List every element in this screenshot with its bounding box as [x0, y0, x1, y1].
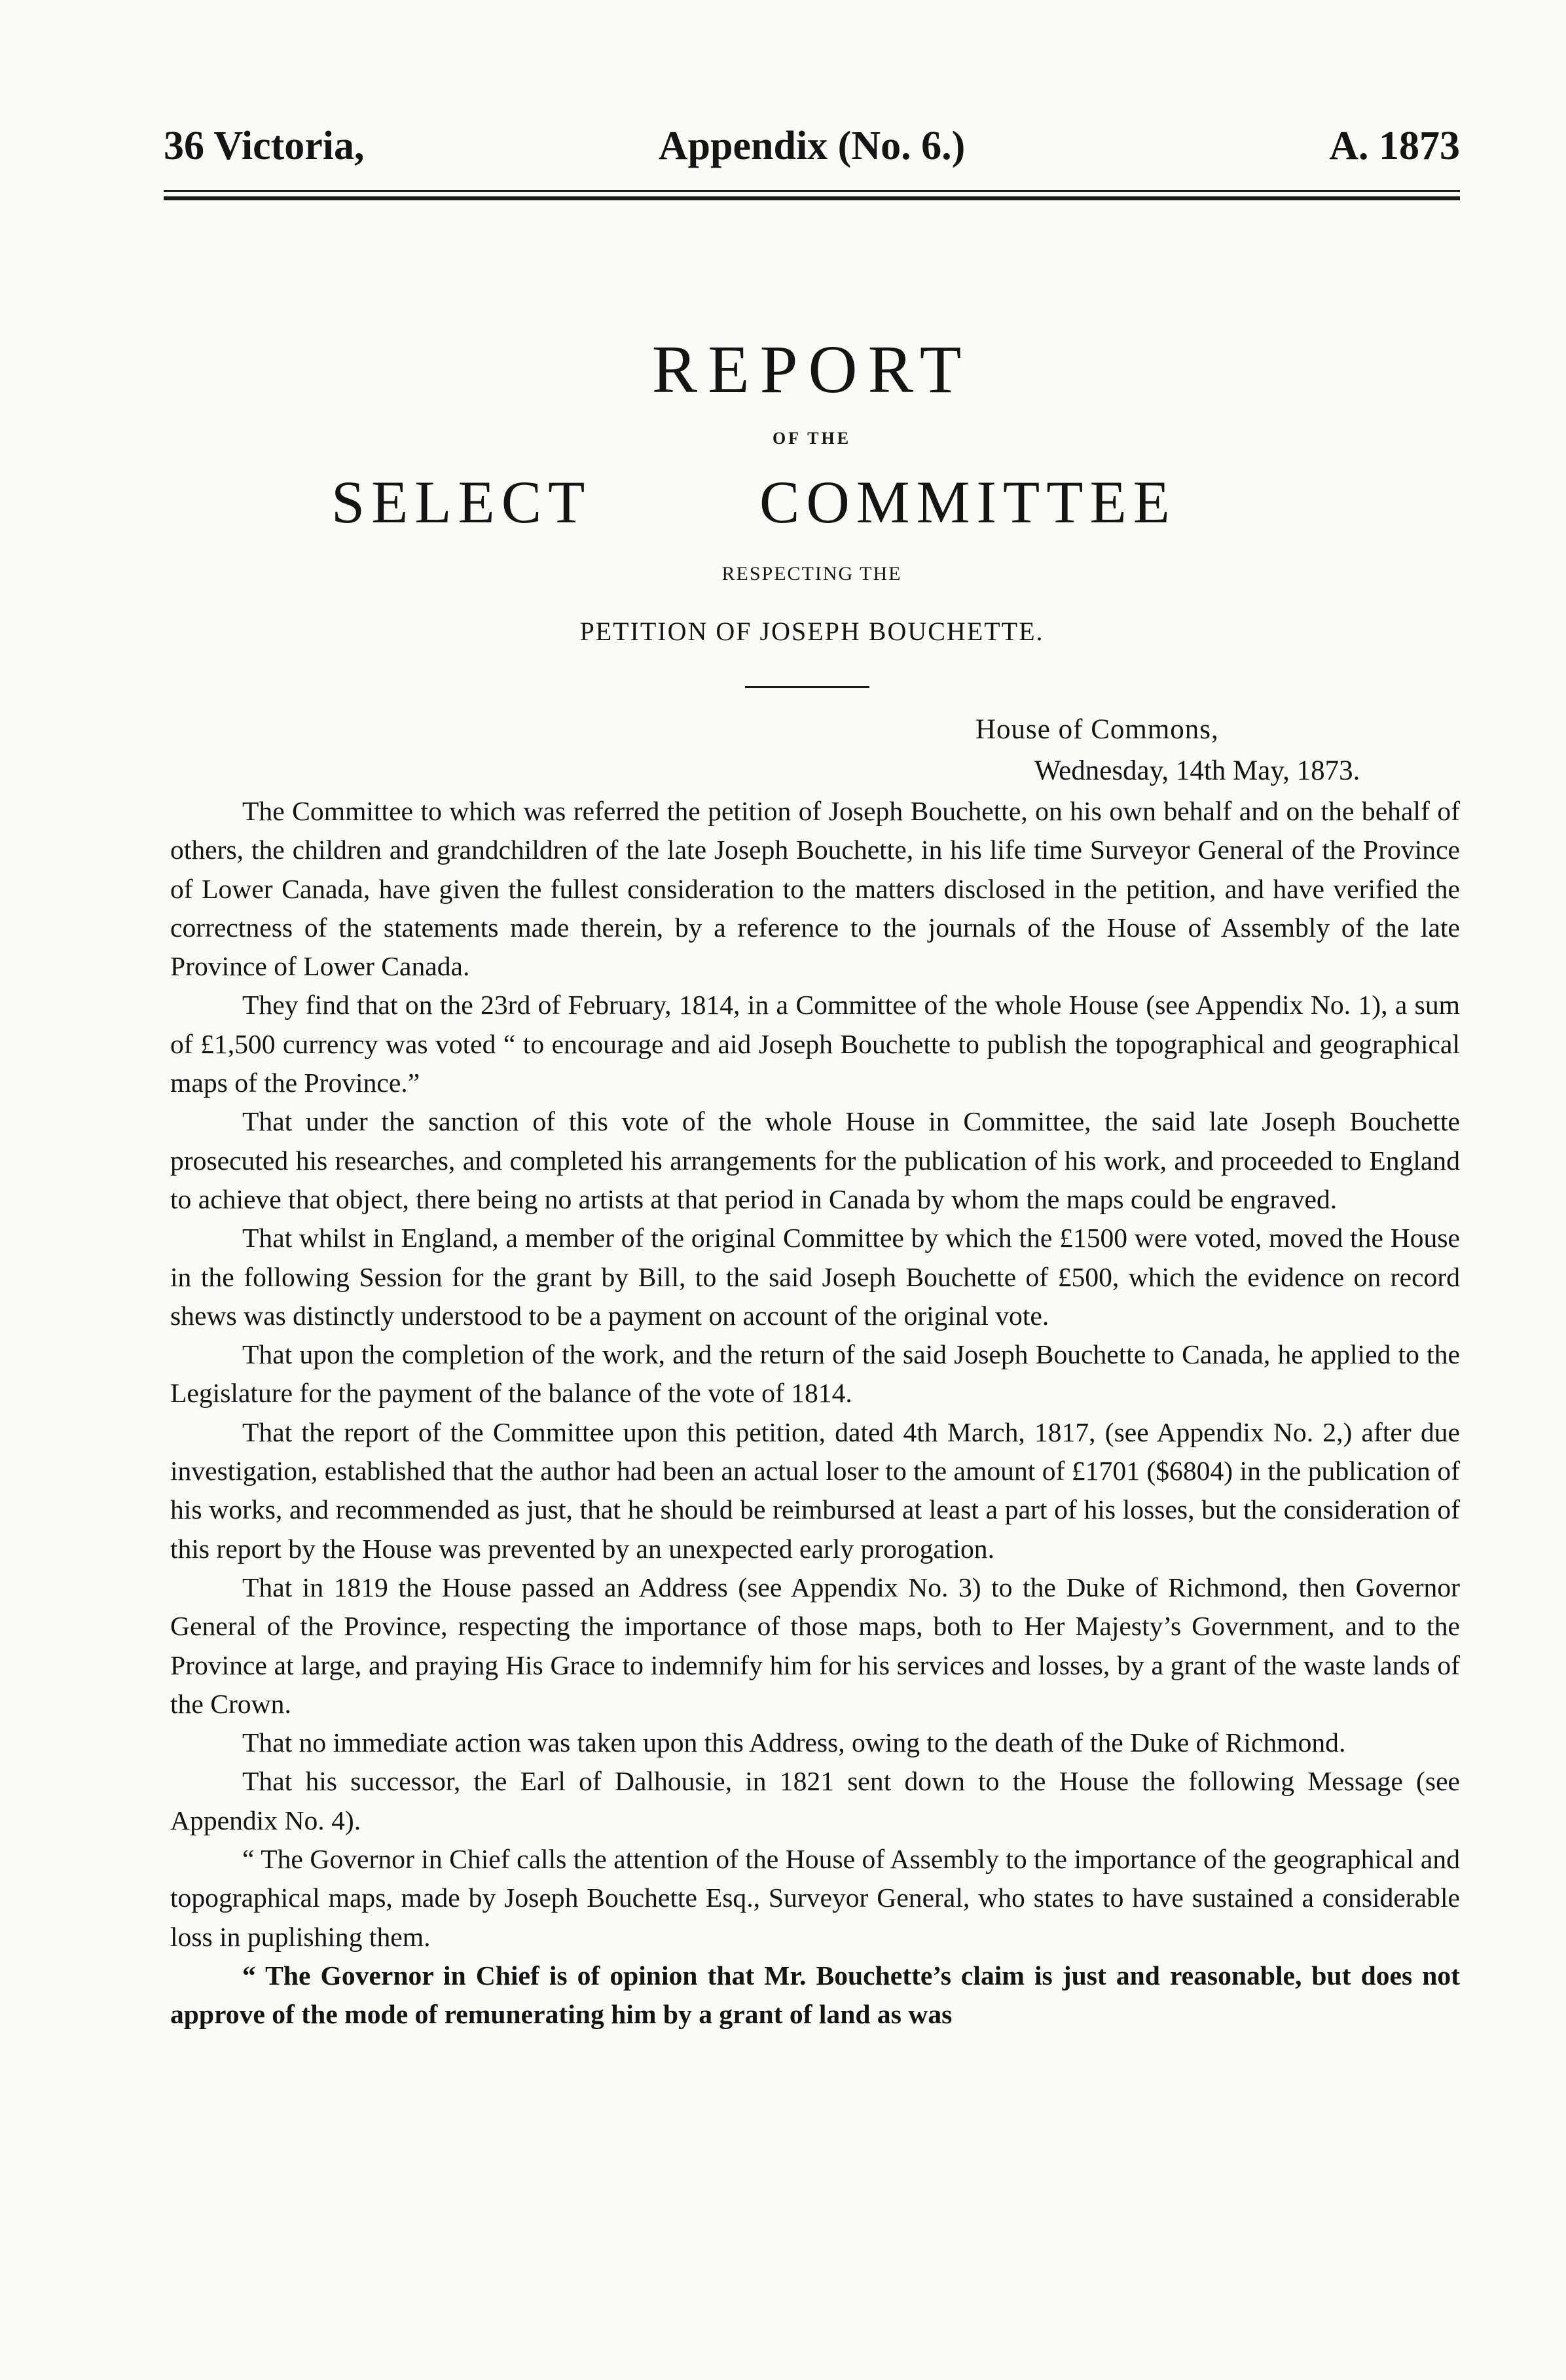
paragraph: That his successor, the Earl of Dalhousie, in 1821 sent down to the House the following Message (see Appendix No. 4).: [170, 1766, 1460, 1835]
paragraph: “ The Governor in Chief calls the attention of the House of Assembly to the importance of the geographical and topographical maps, made by Joseph Bouchette Esq., Surveyor General, who states to have sustained a considerable loss in puplishing them.: [170, 1844, 1460, 1952]
header-year: A. 1873: [1329, 124, 1460, 168]
title-committee: COMMITTEE: [759, 469, 1176, 535]
paragraph: That upon the completion of the work, and the return of the said Joseph Bouchette to Canada, he applied to the Legislature for the payment of the balance of the vote of 1814.: [170, 1339, 1460, 1409]
paragraph: “ The Governor in Chief is of opinion that Mr. Bouchette’s claim is just and reasonable, but does not approve of the mode of remunerating him by a grant of land as was: [170, 1960, 1460, 2030]
paragraph: That whilst in England, a member of the original Committee by which the £1500 were voted, moved the House in the following Session for the grant by Bill, to the said Joseph Bouchette of £500, which the evidence on record shews was distinctly understood to be a payment on account of the original vote.: [170, 1223, 1460, 1331]
paragraph: They find that on the 23rd of February, 1814, in a Committee of the whole House (see Appendix No. 1), a sum of £1,500 currency was voted “ to encourage and aid Joseph Bouchette to publish the topographical and geographical maps of the Province.”: [170, 990, 1460, 1098]
header-rule-bottom: [164, 196, 1460, 200]
dateline-date: Wednesday, 14th May, 1873.: [1034, 755, 1360, 786]
paragraph: That under the sanction of this vote of the whole House in Committee, the said late Joseph Bouchette prosecuted his researches, and completed his arrangements for the publication of his work, and proceeded to England to achieve that object, there being no artists at that period in Canada by whom the maps could be engraved.: [170, 1106, 1460, 1214]
title-select-committee: [164, 466, 1460, 538]
header-appendix: Appendix (No. 6.): [658, 124, 966, 168]
paragraph: The Committee to which was referred the petition of Joseph Bouchette, on his own behalf and on the behalf of others, the children and grandchildren of the late Joseph Bouchette, in his life time Surveyor General of the Province of Lower Canada, have given the fullest consideration to the matters disclosed in the petition, and have verified the correctness of the statements made therein, by a reference to the journals of the House of Assembly of the late Province of Lower Canada.: [170, 796, 1460, 982]
title-report: REPORT: [651, 332, 972, 407]
paragraph: That no immediate action was taken upon this Address, owing to the death of the Duke of Richmond.: [242, 1727, 1346, 1758]
title-divider: [745, 686, 869, 688]
title-select: SELECT: [331, 469, 592, 535]
paragraph: That the report of the Committee upon this petition, dated 4th March, 1817, (see Appendix No. 2,) after due investigation, established that the author had been an actual loser to the amount of £1701 ($6804) in the publication of his works, and recommended as just, that he should be reimbursed at least a part of his losses, but the consideration of this report by the House was prevented by an unexpected early prorogation.: [170, 1416, 1460, 1564]
running-header: [164, 117, 1460, 175]
title-petition: PETITION OF JOSEPH BOUCHETTE.: [579, 617, 1044, 646]
report-body: [170, 792, 1460, 2034]
title-of-the: OF THE: [772, 429, 852, 448]
header-rule-top: [164, 190, 1460, 192]
dateline-house: House of Commons,: [975, 714, 1219, 745]
title-respecting: RESPECTING THE: [721, 563, 902, 585]
paragraph: That in 1819 the House passed an Address (see Appendix No. 3) to the Duke of Richmond, then Governor General of the Province, respecting the importance of those maps, both to Her Majesty’s Government, and to the Province at large, and praying His Grace to indemnify him for his services and losses, by a grant of the waste lands of the Crown.: [170, 1572, 1460, 1719]
header-session: 36 Victoria,: [164, 124, 365, 168]
